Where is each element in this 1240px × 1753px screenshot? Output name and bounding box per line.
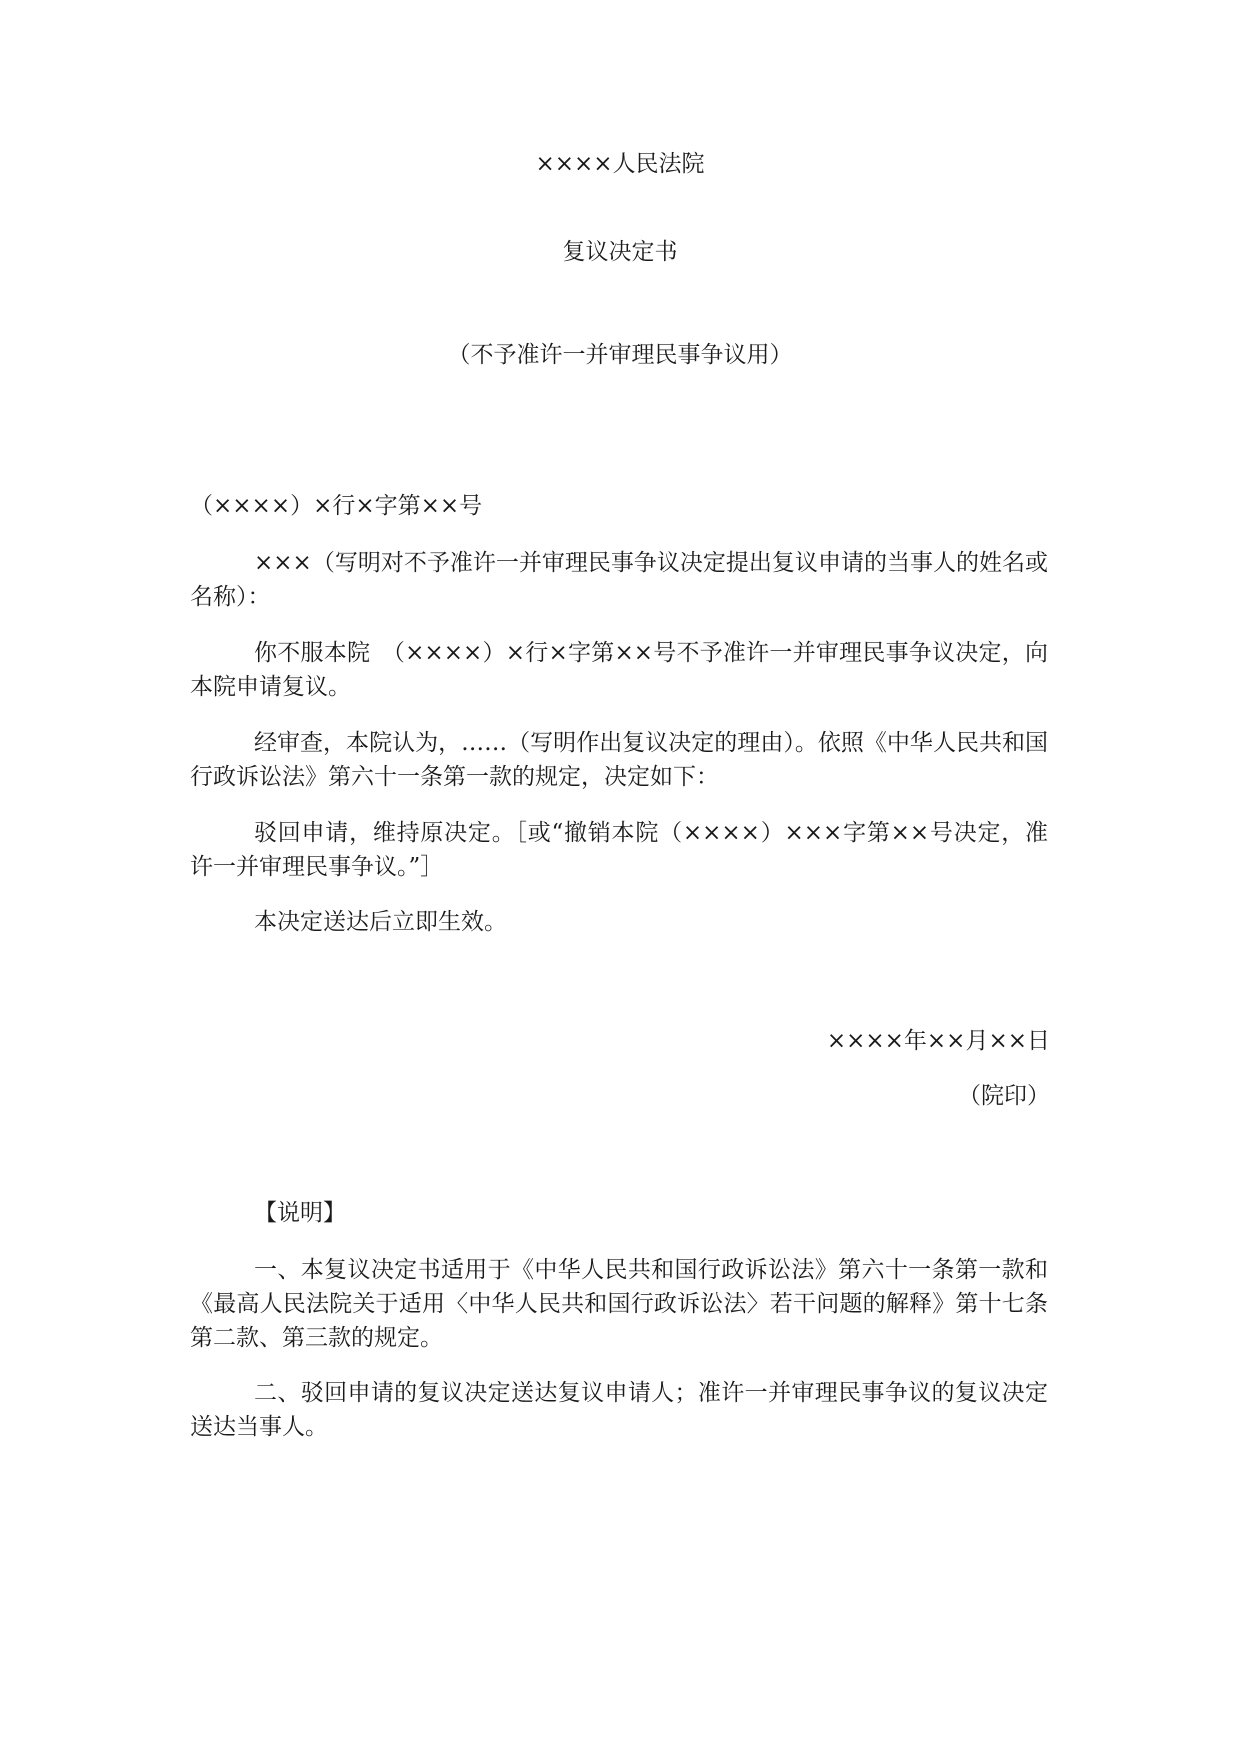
notes-heading: 【说明】 <box>254 1200 346 1226</box>
background-paragraph: 你不服本院 （××××）×行×字第××号不予准许一并审理民事争议决定，向本院申请复议。 <box>190 640 1048 700</box>
recipient-paragraph: ×××（写明对不予准许一并审理民事争议决定提出复议申请的当事人的姓名或名称）： <box>190 550 1048 610</box>
effect-paragraph: 本决定送达后立即生效。 <box>254 909 507 935</box>
document-title: 复议决定书 <box>562 239 678 265</box>
decision-date: ××××年××月××日 <box>826 1028 1050 1054</box>
document-subtitle: （不予准许一并审理民事争议用） <box>447 342 793 368</box>
reasoning-paragraph: 经审查，本院认为，……（写明作出复议决定的理由）。依照《中华人民共和国行政诉讼法》第六十一条第一款的规定，决定如下： <box>190 730 1048 790</box>
court-seal-label: （院印） <box>958 1083 1050 1109</box>
notes-item-1: 一、本复议决定书适用于《中华人民共和国行政诉讼法》第六十一条第一款和《最高人民法院关于适用〈中华人民共和国行政诉讼法〉若干问题的解释》第十七条第二款、第三款的规定。 <box>190 1257 1048 1351</box>
case-number: （××××）×行×字第××号 <box>190 493 483 519</box>
decision-paragraph: 驳回申请，维持原决定。［或“撤销本院（××××）×××字第××号决定，准许一并审理民事争议。”］ <box>190 820 1048 880</box>
notes-item-2: 二、驳回申请的复议决定送达复议申请人；准许一并审理民事争议的复议决定送达当事人。 <box>190 1380 1048 1440</box>
court-name: ××××人民法院 <box>535 151 705 177</box>
